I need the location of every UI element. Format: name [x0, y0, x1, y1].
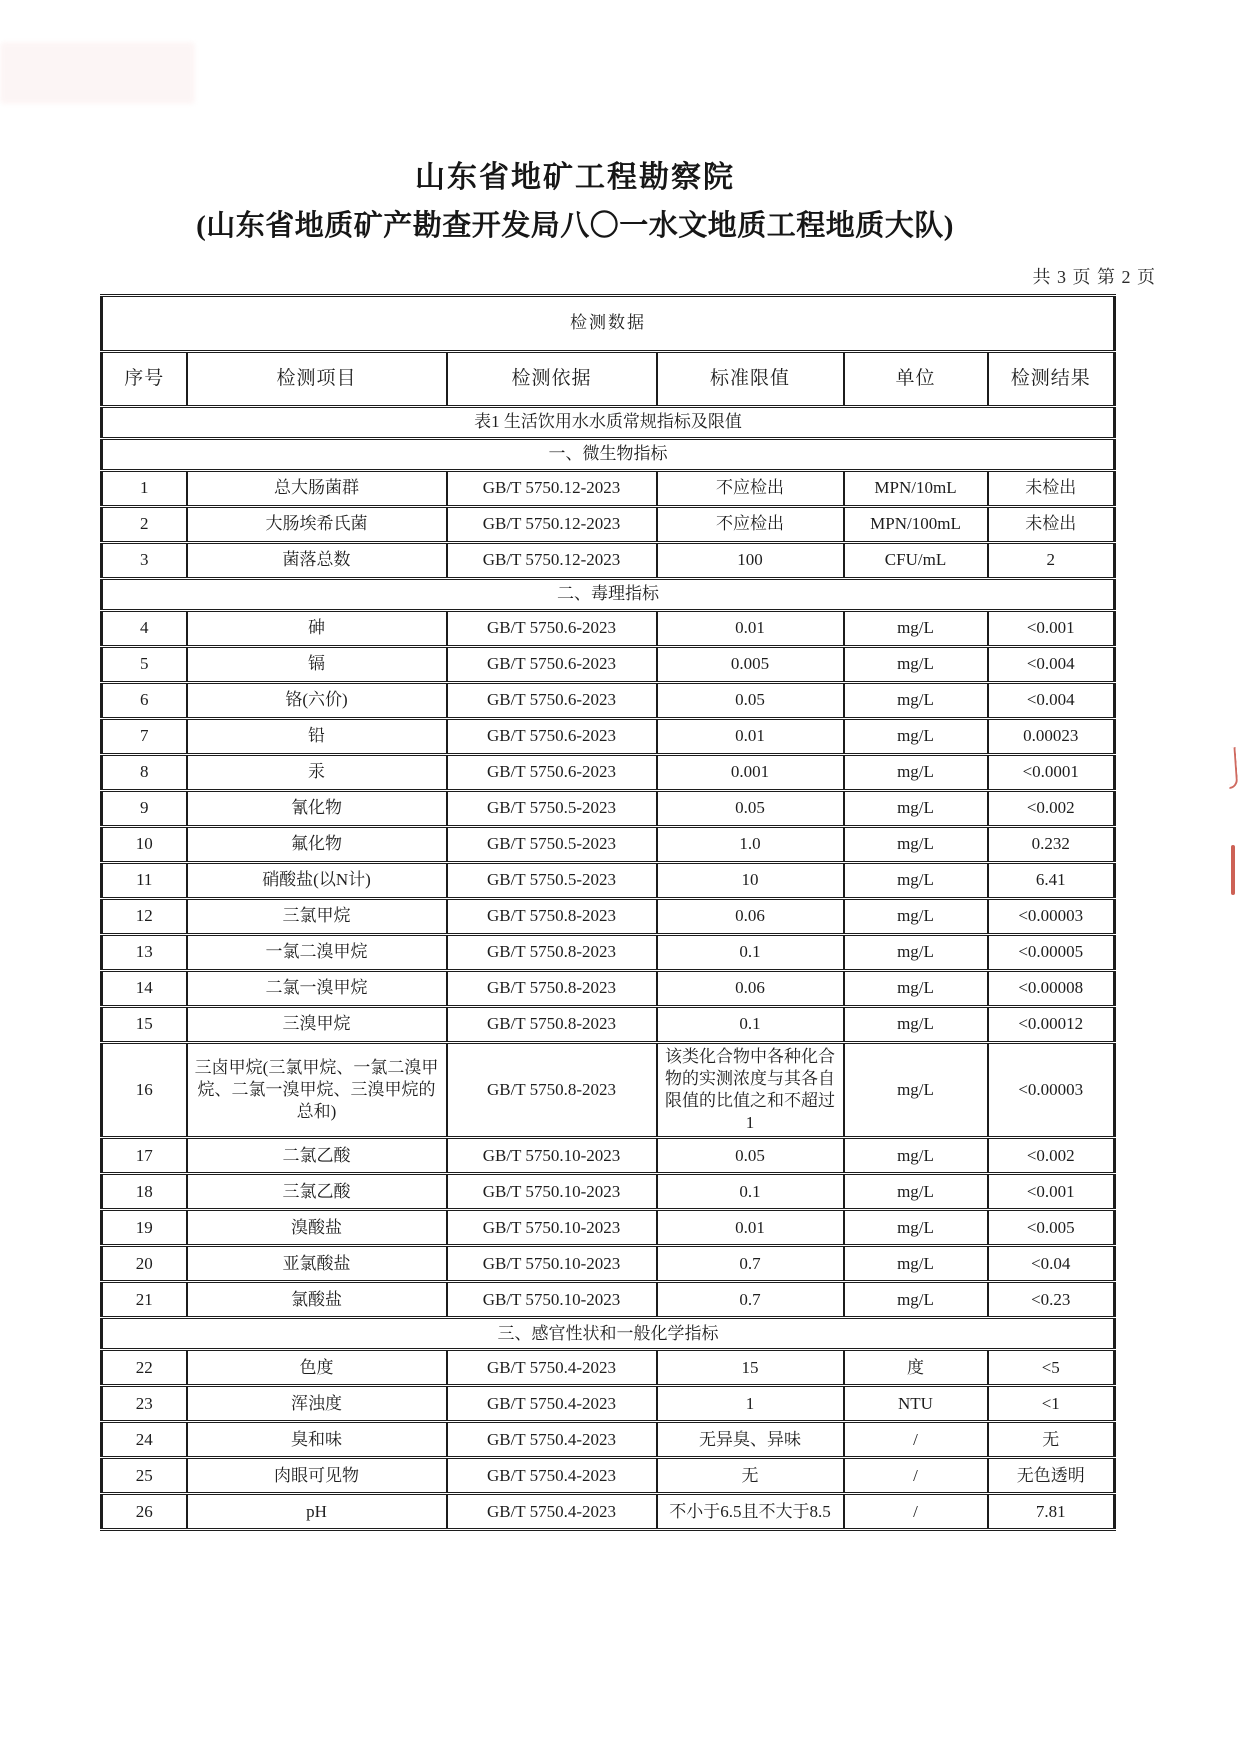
cell-item: 臭和味: [187, 1422, 447, 1458]
cell-method: GB/T 5750.8-2023: [447, 971, 657, 1007]
table-row: [102, 719, 1115, 755]
cell-seq: 7: [102, 719, 187, 755]
table-row: [102, 1422, 1115, 1458]
cell-item: 色度: [187, 1350, 447, 1386]
page-number-info: 共 3 页 第 2 页: [1032, 267, 1156, 287]
cell-limit: 0.7: [657, 1282, 844, 1318]
cell-seq: 3: [102, 543, 187, 579]
cell-item: 三卤甲烷(三氯甲烷、一氯二溴甲烷、二氯一溴甲烷、三溴甲烷的总和): [187, 1043, 447, 1138]
cell-unit: mg/L: [844, 611, 988, 647]
cell-unit: mg/L: [844, 683, 988, 719]
cell-limit: 0.01: [657, 719, 844, 755]
section-band-row: [102, 579, 1115, 611]
cell-item: 二氯一溴甲烷: [187, 971, 447, 1007]
cell-limit: 0.01: [657, 611, 844, 647]
cell-method: GB/T 5750.4-2023: [447, 1422, 657, 1458]
cell-limit: 0.001: [657, 755, 844, 791]
table-row: [102, 827, 1115, 863]
cell-method: GB/T 5750.8-2023: [447, 1007, 657, 1043]
cell-method: GB/T 5750.6-2023: [447, 683, 657, 719]
cell-item: 氟化物: [187, 827, 447, 863]
cell-limit: 该类化合物中各种化合物的实测浓度与其各自限值的比值之和不超过1: [657, 1043, 844, 1138]
cell-limit: 无: [657, 1458, 844, 1494]
table-row: [102, 971, 1115, 1007]
cell-result: 2: [988, 543, 1115, 579]
cell-result: <0.23: [988, 1282, 1115, 1318]
cell-result: 无色透明: [988, 1458, 1115, 1494]
cell-method: GB/T 5750.4-2023: [447, 1458, 657, 1494]
cell-seq: 14: [102, 971, 187, 1007]
cell-unit: MPN/100mL: [844, 507, 988, 543]
table-row: [102, 1210, 1115, 1246]
cell-result: <5: [988, 1350, 1115, 1386]
cell-method: GB/T 5750.12-2023: [447, 471, 657, 507]
cell-result: <0.04: [988, 1246, 1115, 1282]
table-row: [102, 1174, 1115, 1210]
cell-unit: mg/L: [844, 971, 988, 1007]
table-row: [102, 1282, 1115, 1318]
cell-result: 6.41: [988, 863, 1115, 899]
cell-limit: 不应检出: [657, 471, 844, 507]
cell-limit: 0.05: [657, 683, 844, 719]
column-header-method: 检测依据: [447, 352, 657, 407]
cell-limit: 15: [657, 1350, 844, 1386]
table-row: [102, 471, 1115, 507]
cell-seq: 4: [102, 611, 187, 647]
cell-method: GB/T 5750.5-2023: [447, 827, 657, 863]
cell-item: 氯酸盐: [187, 1282, 447, 1318]
cell-item: 三氯乙酸: [187, 1174, 447, 1210]
section-band-row: [102, 439, 1115, 471]
cell-limit: 0.01: [657, 1210, 844, 1246]
table-subtitle: 表1 生活饮用水水质常规指标及限值: [102, 407, 1115, 439]
cell-result: <1: [988, 1386, 1115, 1422]
cell-unit: mg/L: [844, 1007, 988, 1043]
cell-seq: 8: [102, 755, 187, 791]
cell-result: 无: [988, 1422, 1115, 1458]
cell-seq: 13: [102, 935, 187, 971]
table-row: [102, 1138, 1115, 1174]
cell-limit: 0.1: [657, 1174, 844, 1210]
cell-method: GB/T 5750.8-2023: [447, 935, 657, 971]
cell-unit: mg/L: [844, 1174, 988, 1210]
cell-item: 总大肠菌群: [187, 471, 447, 507]
cell-unit: mg/L: [844, 1282, 988, 1318]
cell-item: 硝酸盐(以N计): [187, 863, 447, 899]
cell-unit: CFU/mL: [844, 543, 988, 579]
cell-item: 铅: [187, 719, 447, 755]
document-header: [0, 152, 1150, 244]
column-header-item: 检测项目: [187, 352, 447, 407]
table-row: [102, 755, 1115, 791]
cell-unit: mg/L: [844, 647, 988, 683]
cell-seq: 5: [102, 647, 187, 683]
cell-limit: 10: [657, 863, 844, 899]
cell-method: GB/T 5750.8-2023: [447, 1043, 657, 1138]
cell-unit: /: [844, 1422, 988, 1458]
cell-result: <0.00008: [988, 971, 1115, 1007]
cell-result: <0.00005: [988, 935, 1115, 971]
table-row: [102, 611, 1115, 647]
cell-seq: 19: [102, 1210, 187, 1246]
cell-method: GB/T 5750.10-2023: [447, 1210, 657, 1246]
cell-method: GB/T 5750.12-2023: [447, 543, 657, 579]
cell-seq: 16: [102, 1043, 187, 1138]
cell-unit: mg/L: [844, 719, 988, 755]
cell-seq: 9: [102, 791, 187, 827]
cell-limit: 100: [657, 543, 844, 579]
cell-item: 砷: [187, 611, 447, 647]
cell-result: <0.002: [988, 791, 1115, 827]
cell-unit: mg/L: [844, 791, 988, 827]
table-header-row: [102, 352, 1115, 407]
cell-result: <0.005: [988, 1210, 1115, 1246]
cell-method: GB/T 5750.10-2023: [447, 1246, 657, 1282]
cell-unit: mg/L: [844, 1043, 988, 1138]
cell-method: GB/T 5750.6-2023: [447, 719, 657, 755]
cell-method: GB/T 5750.4-2023: [447, 1386, 657, 1422]
cell-result: <0.004: [988, 647, 1115, 683]
cell-limit: 0.06: [657, 899, 844, 935]
results-table-body: [102, 296, 1115, 1530]
cell-unit: mg/L: [844, 755, 988, 791]
cell-seq: 15: [102, 1007, 187, 1043]
cell-seq: 20: [102, 1246, 187, 1282]
table-row: [102, 1458, 1115, 1494]
scan-mark-red-squiggle: [1227, 747, 1239, 789]
table-row: [102, 647, 1115, 683]
section-band-label: 三、感官性状和一般化学指标: [102, 1318, 1115, 1350]
cell-method: GB/T 5750.5-2023: [447, 791, 657, 827]
cell-limit: 0.1: [657, 935, 844, 971]
table-row: [102, 1350, 1115, 1386]
cell-method: GB/T 5750.6-2023: [447, 647, 657, 683]
table-row: [102, 507, 1115, 543]
cell-method: GB/T 5750.6-2023: [447, 755, 657, 791]
cell-limit: 0.1: [657, 1007, 844, 1043]
cell-unit: mg/L: [844, 1246, 988, 1282]
cell-seq: 22: [102, 1350, 187, 1386]
cell-method: GB/T 5750.5-2023: [447, 863, 657, 899]
column-header-result: 检测结果: [988, 352, 1115, 407]
cell-method: GB/T 5750.10-2023: [447, 1174, 657, 1210]
cell-unit: mg/L: [844, 935, 988, 971]
cell-limit: 不小于6.5且不大于8.5: [657, 1494, 844, 1530]
cell-seq: 18: [102, 1174, 187, 1210]
cell-unit: MPN/10mL: [844, 471, 988, 507]
cell-result: <0.00003: [988, 899, 1115, 935]
cell-result: <0.00003: [988, 1043, 1115, 1138]
cell-limit: 0.7: [657, 1246, 844, 1282]
cell-item: 菌落总数: [187, 543, 447, 579]
cell-limit: 0.05: [657, 791, 844, 827]
cell-method: GB/T 5750.10-2023: [447, 1138, 657, 1174]
cell-seq: 23: [102, 1386, 187, 1422]
table-subtitle-row: [102, 407, 1115, 439]
cell-item: 氰化物: [187, 791, 447, 827]
cell-item: pH: [187, 1494, 447, 1530]
cell-item: 溴酸盐: [187, 1210, 447, 1246]
org-title: 山东省地矿工程勘察院: [415, 161, 735, 194]
table-row: [102, 935, 1115, 971]
cell-method: GB/T 5750.4-2023: [447, 1494, 657, 1530]
cell-seq: 12: [102, 899, 187, 935]
cell-item: 亚氯酸盐: [187, 1246, 447, 1282]
column-header-unit: 单位: [844, 352, 988, 407]
table-banner: 检测数据: [102, 296, 1115, 352]
cell-limit: 0.05: [657, 1138, 844, 1174]
test-data-table: [100, 294, 1116, 1531]
cell-limit: 0.005: [657, 647, 844, 683]
cell-seq: 24: [102, 1422, 187, 1458]
section-band-row: [102, 1318, 1115, 1350]
table-row: [102, 543, 1115, 579]
cell-item: 铬(六价): [187, 683, 447, 719]
cell-seq: 1: [102, 471, 187, 507]
cell-method: GB/T 5750.10-2023: [447, 1282, 657, 1318]
table-row: [102, 863, 1115, 899]
cell-limit: 无异臭、异味: [657, 1422, 844, 1458]
cell-result: <0.00012: [988, 1007, 1115, 1043]
cell-seq: 2: [102, 507, 187, 543]
cell-item: 汞: [187, 755, 447, 791]
cell-result: <0.0001: [988, 755, 1115, 791]
cell-seq: 10: [102, 827, 187, 863]
cell-item: 肉眼可见物: [187, 1458, 447, 1494]
cell-unit: NTU: [844, 1386, 988, 1422]
cell-item: 三氯甲烷: [187, 899, 447, 935]
cell-result: 未检出: [988, 507, 1115, 543]
scan-smudge-top-left: [0, 42, 195, 104]
cell-unit: mg/L: [844, 827, 988, 863]
cell-item: 浑浊度: [187, 1386, 447, 1422]
column-header-limit: 标准限值: [657, 352, 844, 407]
section-band-label: 一、微生物指标: [102, 439, 1115, 471]
cell-unit: /: [844, 1458, 988, 1494]
cell-seq: 26: [102, 1494, 187, 1530]
cell-result: <0.001: [988, 611, 1115, 647]
table-row: [102, 899, 1115, 935]
table-row: [102, 683, 1115, 719]
cell-item: 一氯二溴甲烷: [187, 935, 447, 971]
cell-limit: 0.06: [657, 971, 844, 1007]
table-banner-row: [102, 296, 1115, 352]
table-row: [102, 1246, 1115, 1282]
cell-result: 未检出: [988, 471, 1115, 507]
cell-unit: 度: [844, 1350, 988, 1386]
cell-seq: 17: [102, 1138, 187, 1174]
cell-unit: mg/L: [844, 899, 988, 935]
cell-result: <0.001: [988, 1174, 1115, 1210]
cell-result: 0.00023: [988, 719, 1115, 755]
cell-item: 镉: [187, 647, 447, 683]
cell-unit: mg/L: [844, 863, 988, 899]
cell-unit: /: [844, 1494, 988, 1530]
column-header-seq: 序号: [102, 352, 187, 407]
scan-mark-red-bar: [1231, 845, 1235, 895]
cell-seq: 11: [102, 863, 187, 899]
cell-unit: mg/L: [844, 1210, 988, 1246]
section-band-label: 二、毒理指标: [102, 579, 1115, 611]
cell-limit: 不应检出: [657, 507, 844, 543]
cell-result: 7.81: [988, 1494, 1115, 1530]
cell-item: 二氯乙酸: [187, 1138, 447, 1174]
cell-limit: 1.0: [657, 827, 844, 863]
cell-item: 大肠埃希氏菌: [187, 507, 447, 543]
cell-method: GB/T 5750.6-2023: [447, 611, 657, 647]
cell-result: <0.002: [988, 1138, 1115, 1174]
cell-limit: 1: [657, 1386, 844, 1422]
cell-method: GB/T 5750.12-2023: [447, 507, 657, 543]
cell-method: GB/T 5750.4-2023: [447, 1350, 657, 1386]
cell-result: 0.232: [988, 827, 1115, 863]
cell-seq: 25: [102, 1458, 187, 1494]
cell-seq: 6: [102, 683, 187, 719]
cell-seq: 21: [102, 1282, 187, 1318]
cell-item: 三溴甲烷: [187, 1007, 447, 1043]
table-row: [102, 1494, 1115, 1530]
table-row: [102, 1007, 1115, 1043]
cell-method: GB/T 5750.8-2023: [447, 899, 657, 935]
table-row: [102, 791, 1115, 827]
table-row: [102, 1043, 1115, 1138]
table-row: [102, 1386, 1115, 1422]
org-subtitle: (山东省地质矿产勘查开发局八〇一水文地质工程地质大队): [196, 210, 954, 242]
cell-unit: mg/L: [844, 1138, 988, 1174]
cell-result: <0.004: [988, 683, 1115, 719]
